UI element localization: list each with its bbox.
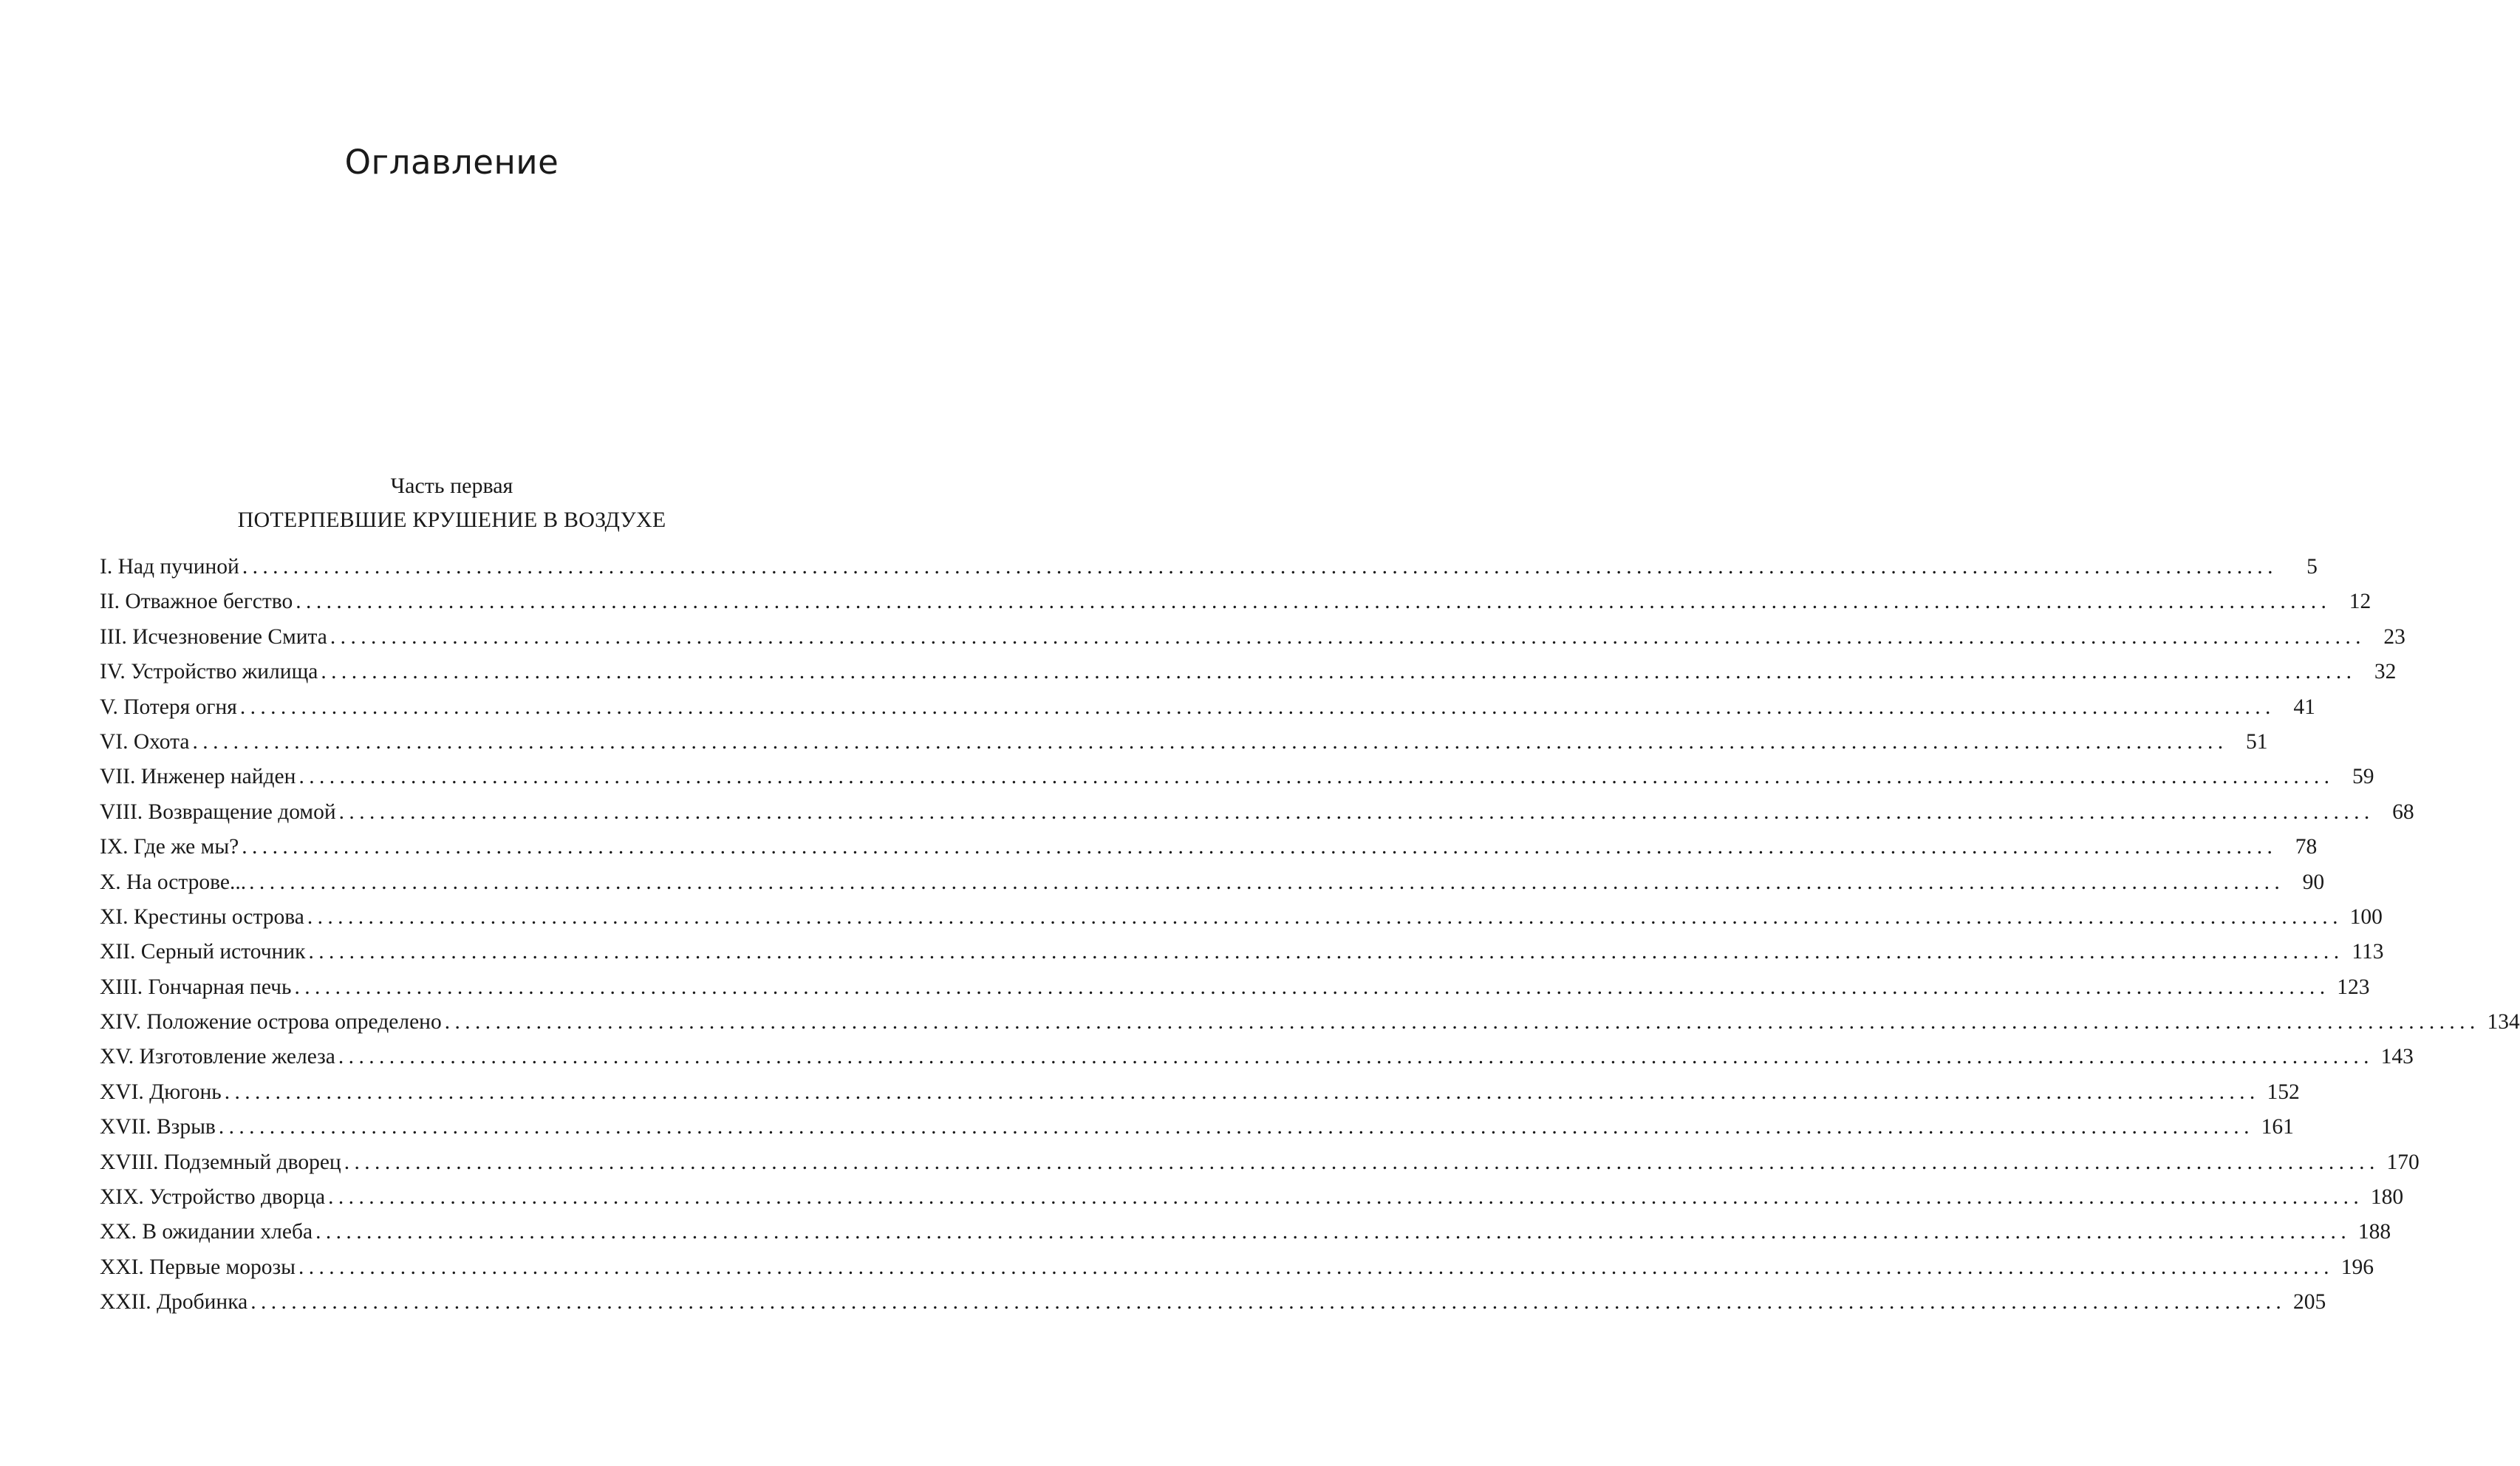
dot-leader: ........................................................................................................................................................................................................ [307,904,2343,929]
page-number: 90 [2302,870,2325,894]
page-number: 100 [2349,904,2383,929]
chapter-title: VI. Охота [100,729,190,754]
chapter-title: XVII. Взрыв [100,1115,216,1139]
toc-entry[interactable] [100,1215,2391,1249]
dot-leader: ........................................................................................................................................................................................................ [321,660,2357,684]
dot-leader: ........................................................................................................................................................................................................ [294,975,2330,999]
toc-entry[interactable] [100,935,2384,969]
page-number: 205 [2292,1290,2326,1315]
dot-leader: ........................................................................................................................................................................................................ [296,590,2332,614]
chapter-title: X. На острове... [100,870,247,894]
page-number: 170 [2386,1150,2420,1174]
toc-entry[interactable] [100,584,2372,619]
dot-leader: ........................................................................................................................................................................................................ [224,1080,2260,1104]
part-subtitle: ПОТЕРПЕВШИЕ КРУШЕНИЕ В ВОЗДУХЕ [237,508,666,532]
page-number: 123 [2337,975,2370,999]
page-number: 143 [2380,1045,2414,1069]
page-number: 180 [2370,1185,2404,1210]
toc-entry[interactable] [100,655,2397,689]
page-number: 5 [2306,555,2318,579]
dot-leader: ........................................................................................................................................................................................................ [298,765,2335,789]
chapter-title: II. Отважное бегство [100,590,293,614]
chapter-title: XIX. Устройство дворца [100,1185,326,1210]
page-number: 59 [2352,765,2374,789]
dot-leader: ........................................................................................................................................................................................................ [298,1255,2334,1279]
toc-entry[interactable] [100,1110,2294,1145]
page-number: 188 [2357,1220,2391,1244]
dot-leader: ........................................................................................................................................................................................................ [338,800,2374,824]
toc-entry[interactable] [100,550,2318,584]
chapter-title: XX. В ожидании хлеба [100,1220,313,1244]
chapter-title: XXII. Дробинка [100,1290,248,1315]
dot-leader: ........................................................................................................................................................................................................ [250,1290,2287,1315]
part-heading: Часть первая [390,474,513,498]
toc-entry[interactable] [100,620,2405,655]
page-number: 152 [2267,1080,2300,1104]
dot-leader: ........................................................................................................................................................................................................ [344,1150,2380,1174]
page-number: 41 [2293,695,2315,719]
chapter-title: IX. Где же мы? [100,835,239,859]
dot-leader: ........................................................................................................................................................................................................ [242,835,2278,859]
toc-entry[interactable] [100,795,2414,830]
page-title: Оглавление [344,143,559,182]
chapter-title: XII. Серный источник [100,940,306,964]
chapter-title: XV. Изготовление железа [100,1045,335,1069]
toc-entry[interactable] [100,1285,2326,1320]
chapter-title: XI. Крестины острова [100,904,304,929]
chapter-title: XVI. Дюгонь [100,1080,222,1104]
page-number: 23 [2383,624,2405,649]
toc-entry[interactable] [100,690,2315,725]
dot-leader: ........................................................................................................................................................................................................ [218,1115,2254,1139]
page-number: 68 [2392,800,2414,824]
toc-entry[interactable] [100,760,2374,794]
page-number: 196 [2340,1255,2374,1279]
chapter-title: XVIII. Подземный дворец [100,1150,341,1174]
toc-entry[interactable] [100,1005,2520,1040]
toc-entry[interactable] [100,1180,2404,1215]
chapter-title: XIV. Положение острова определено [100,1010,442,1034]
chapter-title: V. Потеря огня [100,695,237,719]
page-number: 32 [2374,660,2397,684]
chapter-title: III. Исчезновение Смита [100,624,327,649]
toc-entry[interactable] [100,725,2268,760]
toc-entry[interactable] [100,1145,2420,1180]
page-number: 113 [2352,940,2384,964]
dot-leader: ........................................................................................................................................................................................................ [242,555,2278,579]
chapter-title: XIII. Гончарная печь [100,975,292,999]
toc-entry[interactable] [100,1075,2300,1110]
toc-entry[interactable] [100,970,2370,1005]
dot-leader: ........................................................................................................................................................................................................ [249,870,2285,894]
dot-leader: ........................................................................................................................................................................................................ [444,1010,2480,1034]
chapter-title: VII. Инженер найден [100,765,296,789]
page-number: 134 [2487,1010,2520,1034]
toc-entry[interactable] [100,830,2318,865]
table-of-contents [100,550,2520,1320]
toc-entry[interactable] [100,1250,2374,1285]
chapter-title: IV. Устройство жилища [100,660,318,684]
dot-leader: ........................................................................................................................................................................................................ [338,1045,2374,1069]
chapter-title: XXI. Первые морозы [100,1255,296,1279]
page-number: 51 [2246,729,2268,754]
dot-leader: ........................................................................................................................................................................................................ [315,1220,2352,1244]
toc-entry[interactable] [100,865,2325,900]
chapter-title: I. Над пучиной [100,555,239,579]
toc-entry[interactable] [100,1040,2414,1074]
chapter-title: VIII. Возвращение домой [100,800,336,824]
dot-leader: ........................................................................................................................................................................................................ [239,695,2275,719]
page-number: 12 [2349,590,2372,614]
dot-leader: ........................................................................................................................................................................................................ [328,1185,2364,1210]
page-number: 78 [2295,835,2318,859]
dot-leader: ........................................................................................................................................................................................................ [192,729,2228,754]
dot-leader: ........................................................................................................................................................................................................ [329,624,2366,649]
toc-entry[interactable] [100,900,2383,935]
dot-leader: ........................................................................................................................................................................................................ [308,940,2344,964]
page-number: 161 [2261,1115,2294,1139]
